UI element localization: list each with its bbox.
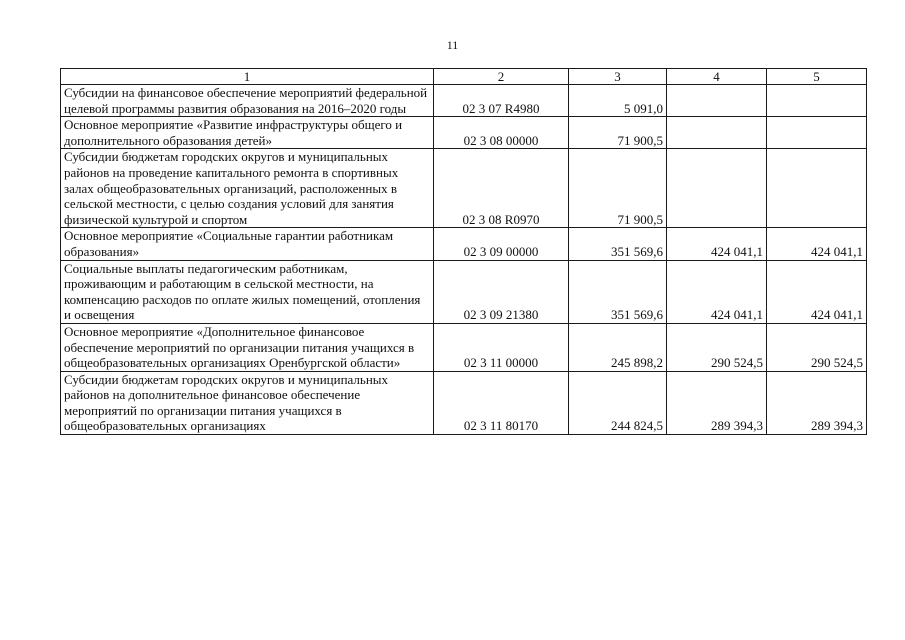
row-value-cell bbox=[767, 149, 867, 228]
header-cell-3: 3 bbox=[569, 69, 667, 85]
row-code-cell: 02 3 09 21380 bbox=[434, 260, 569, 323]
row-value-cell: 424 041,1 bbox=[667, 228, 767, 260]
row-value-cell: 71 900,5 bbox=[569, 117, 667, 149]
row-name-cell: Субсидии бюджетам городских округов и муниципальных районов на дополнительное финансовое обеспечение мероприятий по организации питания учащихся в общеобразовательных организациях bbox=[61, 371, 434, 434]
table-row bbox=[61, 323, 867, 371]
table-row bbox=[61, 260, 867, 323]
row-value-cell: 71 900,5 bbox=[569, 149, 667, 228]
header-cell-5: 5 bbox=[767, 69, 867, 85]
row-value-cell: 5 091,0 bbox=[569, 85, 667, 117]
header-cell-1: 1 bbox=[61, 69, 434, 85]
row-value-cell: 244 824,5 bbox=[569, 371, 667, 434]
table-row bbox=[61, 85, 867, 117]
row-name-cell: Основное мероприятие «Развитие инфраструктуры общего и дополнительного образования детей» bbox=[61, 117, 434, 149]
row-name-cell: Социальные выплаты педагогическим работникам, проживающим и работающим в сельской местности, на компенсацию расходов по оплате жилых помещений, отопления и освещения bbox=[61, 260, 434, 323]
row-value-cell bbox=[767, 85, 867, 117]
row-value-cell bbox=[667, 149, 767, 228]
row-value-cell: 245 898,2 bbox=[569, 323, 667, 371]
row-code-cell: 02 3 08 R0970 bbox=[434, 149, 569, 228]
row-value-cell bbox=[767, 117, 867, 149]
row-code-cell: 02 3 11 00000 bbox=[434, 323, 569, 371]
row-code-cell: 02 3 08 00000 bbox=[434, 117, 569, 149]
table-row bbox=[61, 117, 867, 149]
table-row bbox=[61, 228, 867, 260]
row-value-cell: 424 041,1 bbox=[667, 260, 767, 323]
table-row bbox=[61, 371, 867, 434]
page-number: 11 bbox=[446, 38, 459, 52]
row-name-cell: Основное мероприятие «Дополнительное финансовое обеспечение мероприятий по организации питания учащихся в общеобразовательных организациях Оренбургской области» bbox=[61, 323, 434, 371]
row-value-cell: 424 041,1 bbox=[767, 228, 867, 260]
budget-table bbox=[60, 68, 867, 435]
row-value-cell bbox=[667, 117, 767, 149]
header-row bbox=[61, 69, 867, 85]
row-code-cell: 02 3 09 00000 bbox=[434, 228, 569, 260]
row-value-cell: 424 041,1 bbox=[767, 260, 867, 323]
table-row bbox=[61, 149, 867, 228]
row-value-cell: 289 394,3 bbox=[767, 371, 867, 434]
row-name-cell: Основное мероприятие «Социальные гарантии работникам образования» bbox=[61, 228, 434, 260]
row-code-cell: 02 3 11 80170 bbox=[434, 371, 569, 434]
header-cell-4: 4 bbox=[667, 69, 767, 85]
row-name-cell: Субсидии на финансовое обеспечение мероприятий федеральной целевой программы развития образования на 2016–2020 годы bbox=[61, 85, 434, 117]
row-value-cell: 290 524,5 bbox=[767, 323, 867, 371]
row-name-cell: Субсидии бюджетам городских округов и муниципальных районов на проведение капитального ремонта в спортивных залах общеобразовательных организаций, расположенных в сельской местности, с целью создания условий для занятия физической культурой и спортом bbox=[61, 149, 434, 228]
row-value-cell: 290 524,5 bbox=[667, 323, 767, 371]
header-cell-2: 2 bbox=[434, 69, 569, 85]
row-value-cell: 351 569,6 bbox=[569, 260, 667, 323]
row-value-cell: 289 394,3 bbox=[667, 371, 767, 434]
row-value-cell bbox=[667, 85, 767, 117]
row-code-cell: 02 3 07 R4980 bbox=[434, 85, 569, 117]
row-value-cell: 351 569,6 bbox=[569, 228, 667, 260]
